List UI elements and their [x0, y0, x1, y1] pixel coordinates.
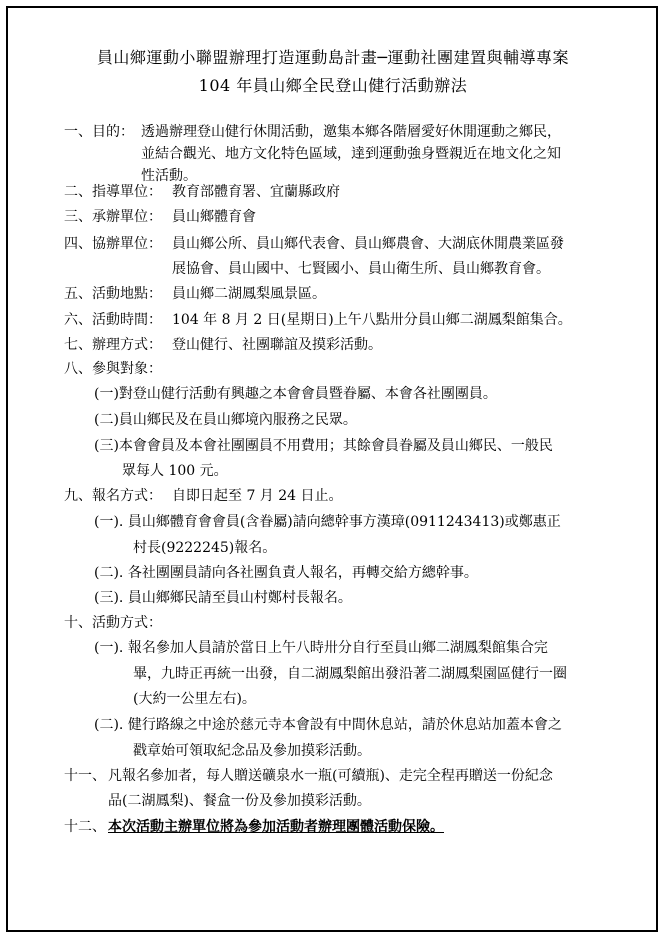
section-4-marker: 四、協辦單位： — [64, 236, 162, 252]
title-line-2: 104 年員山鄉全民登山健行活動辦法 — [198, 76, 468, 95]
section-6-marker: 六、活動時間： — [64, 312, 162, 328]
section-1-line: 並結合觀光、地方文化特色區域，達到運動強身暨親近在地文化之知 — [141, 146, 561, 162]
section-8-item: (三)本會會員及本會社團團員不用費用；其餘會員眷屬及員山鄉民、一般民 — [94, 438, 553, 454]
section-10-item-cont: 戳章始可領取紀念品及參加摸彩活動。 — [133, 743, 371, 759]
section-11-line: 凡報名參加者，每人贈送礦泉水一瓶(可續瓶)、走完全程再贈送一份紀念 — [108, 768, 553, 784]
section-12-text: 本次活動主辦單位將為參加活動者辦理團體活動保險。 — [108, 819, 444, 835]
section-1-line: 性活動。 — [141, 168, 197, 184]
section-10-item: (一). 報名參加人員請於當日上午八時卅分自行至員山鄉二湖鳳梨館集合完 — [94, 640, 548, 656]
section-1-marker: 一、目的： — [64, 124, 134, 140]
section-4-line: 員山鄉公所、員山鄉代表會、員山鄉農會、大湖底休閒農業區發 — [172, 236, 564, 252]
section-9-marker: 九、報名方式： — [64, 488, 162, 504]
section-7-marker: 七、辦理方式： — [64, 337, 162, 353]
section-3-text: 員山鄉體育會 — [172, 209, 256, 225]
section-9-text: 自即日起至 7 月 24 日止。 — [172, 488, 343, 504]
section-7-text: 登山健行、社團聯誼及摸彩活動。 — [172, 337, 382, 353]
section-2-text: 教育部體育署、宜蘭縣政府 — [172, 184, 340, 200]
section-10-item-cont: (大約一公里左右)。 — [133, 691, 256, 707]
section-6-text: 104 年 8 月 2 日(星期日)上午八點卅分員山鄉二湖鳳梨館集合。 — [172, 312, 572, 328]
section-5-marker: 五、活動地點： — [64, 286, 162, 302]
section-9-item-cont: 村長(9222245)報名。 — [133, 540, 277, 556]
section-10-item-cont: 畢，九時正再統一出發，自二湖鳳梨館出發沿著二湖鳳梨園區健行一圈 — [133, 666, 567, 682]
section-9-item: (一). 員山鄉體育會會員(含眷屬)請向總幹事方漢璋(0911243413)或鄭惠正 — [94, 514, 561, 530]
section-9-item: (三). 員山鄉鄉民請至員山村鄭村長報名。 — [94, 590, 352, 606]
section-11-marker: 十一、 — [64, 768, 106, 784]
title-line-1: 員山鄉運動小聯盟辦理打造運動島計畫─運動社團建置與輔導專案 — [96, 48, 570, 67]
section-8-marker: 八、參與對象： — [64, 361, 162, 377]
section-10-marker: 十、活動方式： — [64, 615, 162, 631]
section-4-line: 展協會、員山國中、七賢國小、員山衛生所、員山鄉教育會。 — [172, 261, 550, 277]
section-8-item: (一)對登山健行活動有興趣之本會會員暨眷屬、本會各社團團員。 — [94, 386, 497, 402]
section-1-line: 透過辦理登山健行休閒活動，邀集本鄉各階層愛好休閒運動之鄉民， — [141, 124, 561, 140]
section-8-item: (二)員山鄉民及在員山鄉境內服務之民眾。 — [94, 412, 357, 428]
section-9-item: (二). 各社團團員請向各社團負責人報名，再轉交給方總幹事。 — [94, 565, 478, 581]
section-12-marker: 十二、 — [64, 819, 106, 835]
section-5-text: 員山鄉二湖鳳梨風景區。 — [172, 286, 326, 302]
section-2-marker: 二、指導單位： — [64, 184, 162, 200]
section-11-line: 品(二湖鳳梨)、餐盒一份及參加摸彩活動。 — [108, 793, 371, 809]
section-3-marker: 三、承辦單位： — [64, 209, 162, 225]
section-8-item-cont: 眾每人 100 元。 — [122, 463, 228, 479]
section-10-item: (二). 健行路線之中途於慈元寺本會設有中間休息站，請於休息站加蓋本會之 — [94, 717, 562, 733]
